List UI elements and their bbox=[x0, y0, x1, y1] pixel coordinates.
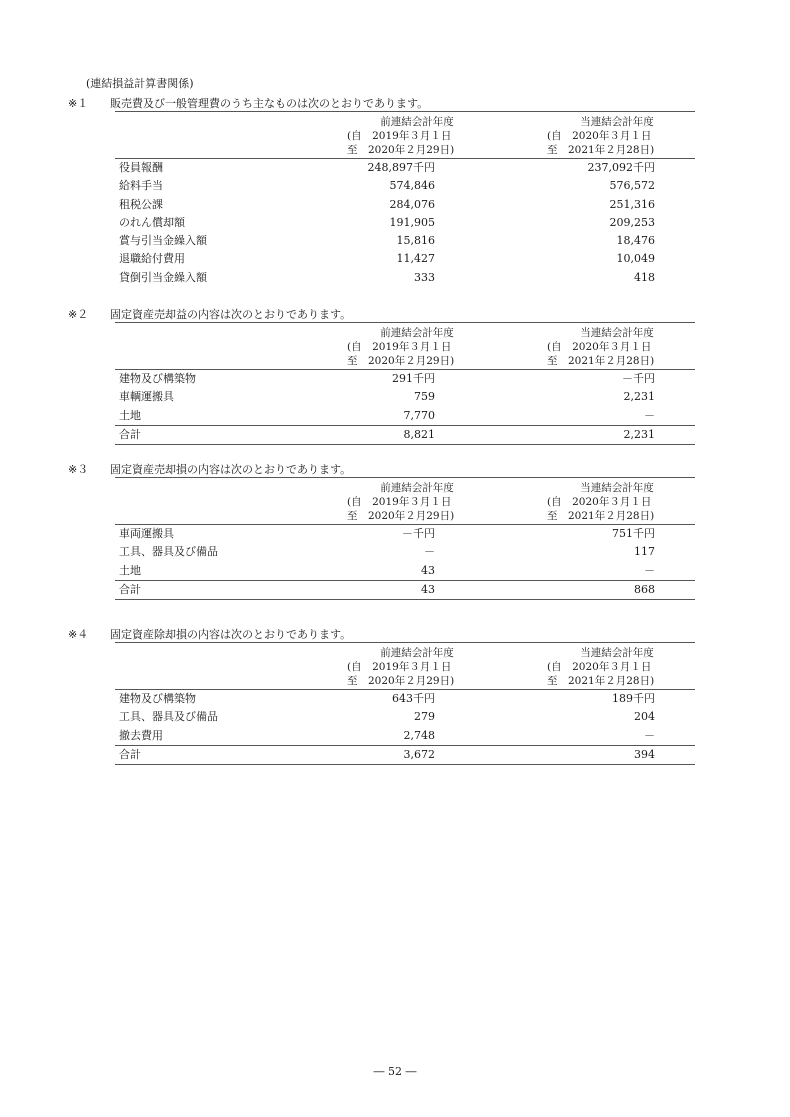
table-body bbox=[115, 690, 695, 765]
note-text: 固定資産売却益の内容は次のとおりであります。 bbox=[110, 308, 352, 321]
curr-period-value: 394 bbox=[634, 747, 655, 761]
curr-period-value: 2,231 bbox=[623, 427, 655, 441]
prev-period-header: 前連結会計年度 (自 2019年３月１日 至 2020年２月29日) bbox=[347, 482, 455, 522]
table-total-row bbox=[115, 745, 695, 764]
note-number: ※１ bbox=[68, 97, 89, 110]
prev-period-value: 8,821 bbox=[403, 427, 435, 441]
table-row bbox=[115, 177, 695, 195]
table-header bbox=[115, 642, 695, 690]
table-header bbox=[115, 322, 695, 370]
table-row bbox=[115, 407, 695, 425]
row-label: のれん償却額 bbox=[119, 215, 185, 229]
row-label: 租税公課 bbox=[119, 197, 163, 211]
table-row bbox=[115, 269, 695, 287]
prev-period-header: 前連結会計年度 (自 2019年３月１日 至 2020年２月29日) bbox=[347, 327, 455, 367]
curr-period-value: 189千円 bbox=[612, 692, 655, 705]
row-label: 工具、器具及び備品 bbox=[119, 710, 218, 724]
table-total-row bbox=[115, 425, 695, 444]
table-row bbox=[115, 232, 695, 250]
curr-period-header: 当連結会計年度 (自 2020年３月１日 至 2021年２月28日) bbox=[547, 327, 655, 367]
curr-period-value: 18,476 bbox=[616, 234, 655, 248]
curr-period-header: 当連結会計年度 (自 2020年３月１日 至 2021年２月28日) bbox=[547, 647, 655, 687]
prev-period-value: 759 bbox=[414, 390, 435, 404]
table-row bbox=[115, 708, 695, 726]
gain-on-sale-table bbox=[115, 322, 695, 445]
table-row bbox=[115, 562, 695, 580]
table-body bbox=[115, 370, 695, 445]
prev-period-value: 291千円 bbox=[392, 372, 435, 385]
row-label: 賞与引当金繰入額 bbox=[119, 234, 207, 248]
prev-period-value: 2,748 bbox=[403, 728, 435, 742]
curr-period-value: －千円 bbox=[622, 372, 655, 385]
note-text: 固定資産売却損の内容は次のとおりであります。 bbox=[110, 463, 352, 476]
row-label: 合計 bbox=[119, 747, 141, 761]
prev-period-value: 248,897千円 bbox=[367, 161, 435, 174]
prev-period-header: 前連結会計年度 (自 2019年３月１日 至 2020年２月29日) bbox=[347, 116, 455, 156]
sga-table bbox=[115, 111, 695, 287]
prev-period-value: 11,427 bbox=[396, 252, 435, 266]
curr-period-value: 2,231 bbox=[623, 390, 655, 404]
table-row bbox=[115, 690, 695, 708]
prev-period-value: 191,905 bbox=[389, 215, 435, 229]
prev-period-value: 43 bbox=[421, 563, 435, 577]
prev-period-value: 284,076 bbox=[389, 197, 435, 211]
table-header bbox=[115, 111, 695, 159]
page-heading: (連結損益計算書関係) bbox=[86, 77, 194, 90]
table-row bbox=[115, 525, 695, 543]
prev-period-value: 43 bbox=[421, 582, 435, 596]
note-number: ※３ bbox=[68, 463, 89, 476]
curr-period-value: － bbox=[644, 408, 655, 422]
curr-period-value: 251,316 bbox=[609, 197, 655, 211]
curr-period-value: 868 bbox=[634, 582, 655, 596]
note-number: ※４ bbox=[68, 628, 89, 641]
table-body bbox=[115, 525, 695, 600]
prev-period-value: 574,846 bbox=[389, 179, 435, 193]
table-body bbox=[115, 159, 695, 287]
note-text: 固定資産除却損の内容は次のとおりであります。 bbox=[110, 628, 352, 641]
curr-period-value: 237,092千円 bbox=[587, 161, 655, 174]
table-total-row bbox=[115, 580, 695, 599]
note-title bbox=[68, 306, 351, 322]
prev-period-value: 279 bbox=[414, 710, 435, 724]
row-label: 役員報酬 bbox=[119, 161, 163, 174]
table-row bbox=[115, 727, 695, 745]
prev-period-header: 前連結会計年度 (自 2019年３月１日 至 2020年２月29日) bbox=[347, 647, 455, 687]
table-row bbox=[115, 250, 695, 268]
table-row bbox=[115, 214, 695, 232]
row-label: 土地 bbox=[119, 563, 141, 577]
row-label: 建物及び構築物 bbox=[119, 372, 196, 385]
curr-period-value: 204 bbox=[634, 710, 655, 724]
page-number: ― 52 ― bbox=[373, 1065, 417, 1078]
row-label: 車両運搬具 bbox=[119, 527, 174, 540]
curr-period-value: － bbox=[644, 728, 655, 742]
prev-period-value: 15,816 bbox=[396, 234, 435, 248]
row-label: 車輌運搬具 bbox=[119, 390, 174, 404]
note-text: 販売費及び一般管理費のうち主なものは次のとおりであります。 bbox=[110, 97, 429, 110]
curr-period-header: 当連結会計年度 (自 2020年３月１日 至 2021年２月28日) bbox=[547, 116, 655, 156]
table-row bbox=[115, 159, 695, 177]
loss-on-sale-table bbox=[115, 477, 695, 600]
table-row bbox=[115, 370, 695, 388]
note-title bbox=[68, 461, 351, 477]
curr-period-value: 117 bbox=[634, 545, 655, 559]
row-label: 給料手当 bbox=[119, 179, 163, 193]
loss-on-retirement-table bbox=[115, 642, 695, 765]
curr-period-value: 418 bbox=[634, 270, 655, 284]
curr-period-header: 当連結会計年度 (自 2020年３月１日 至 2021年２月28日) bbox=[547, 482, 655, 522]
row-label: 建物及び構築物 bbox=[119, 692, 196, 705]
row-label: 土地 bbox=[119, 408, 141, 422]
row-label: 撤去費用 bbox=[119, 728, 163, 742]
note-number: ※２ bbox=[68, 308, 89, 321]
curr-period-value: 751千円 bbox=[612, 527, 655, 540]
prev-period-value: 7,770 bbox=[403, 408, 435, 422]
note-title bbox=[68, 626, 351, 642]
table-row bbox=[115, 388, 695, 406]
note-title bbox=[68, 95, 428, 111]
row-label: 工具、器具及び備品 bbox=[119, 545, 218, 559]
curr-period-value: － bbox=[644, 563, 655, 577]
table-row bbox=[115, 196, 695, 214]
curr-period-value: 576,572 bbox=[609, 179, 655, 193]
row-label: 退職給付費用 bbox=[119, 252, 185, 266]
prev-period-value: 643千円 bbox=[392, 692, 435, 705]
curr-period-value: 10,049 bbox=[616, 252, 655, 266]
row-label: 合計 bbox=[119, 427, 141, 441]
table-row bbox=[115, 543, 695, 561]
prev-period-value: －千円 bbox=[402, 527, 435, 540]
prev-period-value: 333 bbox=[414, 270, 435, 284]
row-label: 貸倒引当金繰入額 bbox=[119, 270, 207, 284]
table-header bbox=[115, 477, 695, 525]
curr-period-value: 209,253 bbox=[609, 215, 655, 229]
prev-period-value: 3,672 bbox=[403, 747, 435, 761]
prev-period-value: － bbox=[424, 545, 435, 559]
row-label: 合計 bbox=[119, 582, 141, 596]
